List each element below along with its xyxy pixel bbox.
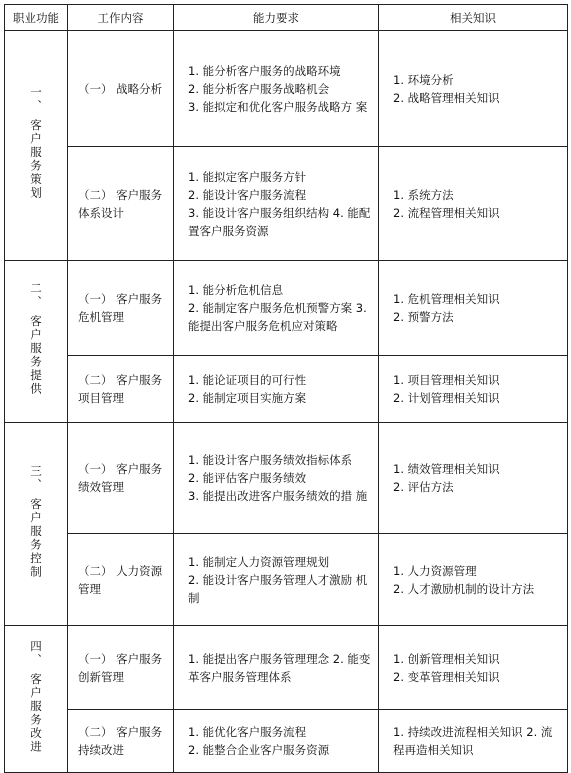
knowledge-item: 2. 评估方法 — [393, 480, 454, 494]
ability-item: 3. 能提出改进客户服务绩效的措 施 — [188, 489, 368, 503]
knowledge-item: 1. 环境分析 — [393, 72, 454, 87]
ability-cell — [174, 31, 379, 147]
knowledge-item: 2. 人才激励机制的设计方法 — [393, 581, 535, 596]
work-content-cell: （二） 客户服务 持续改进 — [68, 710, 174, 773]
ability-item: 3. 能设计客户服务组织结构 4. 能配置客户服务资源 — [188, 205, 371, 238]
table-row — [5, 423, 568, 534]
function-cell — [5, 626, 68, 773]
ability-item: 2. 能制定项目实施方案 — [188, 391, 307, 405]
ability-item: 2. 能制定客户服务危机预警方案 3. 能提出客户服务危机应对策略 — [188, 301, 367, 333]
table-row — [5, 147, 568, 261]
ability-item: 1. 能提出客户服务管理理念 2. 能变革客户服务管理体系 — [188, 651, 371, 684]
knowledge-cell — [379, 356, 568, 423]
ability-cell — [174, 147, 379, 261]
knowledge-item: 1. 系统方法 — [393, 187, 454, 202]
knowledge-item: 2. 战略管理相关知识 — [393, 90, 500, 105]
function-cell — [5, 31, 68, 261]
ability-item: 1. 能优化客户服务流程 — [188, 725, 307, 739]
knowledge-item: 2. 计划管理相关知识 — [393, 391, 500, 405]
table-header-row — [5, 5, 568, 31]
ability-cell — [174, 626, 379, 710]
table-row — [5, 356, 568, 423]
table-row — [5, 710, 568, 773]
ability-item: 1. 能制定人力资源管理规划 — [188, 554, 330, 569]
work-content-cell: （二） 人力资源 管理 — [68, 534, 174, 626]
ability-item: 1. 能论证项目的可行性 — [188, 373, 307, 387]
ability-item: 1. 能分析危机信息 — [188, 283, 284, 297]
knowledge-cell — [379, 147, 568, 261]
knowledge-cell — [379, 31, 568, 147]
knowledge-item: 1. 危机管理相关知识 — [393, 292, 500, 306]
ability-item: 1. 能设计客户服务绩效指标体系 — [188, 453, 353, 467]
ability-cell — [174, 261, 379, 356]
knowledge-item: 1. 创新管理相关知识 — [393, 651, 500, 666]
knowledge-cell — [379, 710, 568, 773]
header-ability: 能力要求 — [174, 5, 379, 31]
work-content-cell: （一） 客户服务 创新管理 — [68, 626, 174, 710]
knowledge-item: 2. 流程管理相关知识 — [393, 205, 500, 220]
knowledge-item: 1. 项目管理相关知识 — [393, 373, 500, 387]
ability-item: 2. 能评估客户服务绩效 — [188, 471, 307, 485]
function-cell — [5, 261, 68, 423]
function-label: 二、 客户服务提供 — [29, 282, 43, 396]
header-work-content: 工作内容 — [68, 5, 174, 31]
knowledge-item: 2. 预警方法 — [393, 310, 454, 324]
function-label: 四、 客户服务改进 — [29, 639, 43, 754]
knowledge-item: 1. 持续改进流程相关知识 2. 流程再造相关知识 — [393, 725, 553, 757]
function-label: 三、 客户服务控制 — [29, 464, 43, 579]
function-label: 一、 客户服务策划 — [29, 86, 43, 200]
competency-table — [4, 4, 568, 773]
header-knowledge: 相关知识 — [379, 5, 568, 31]
work-content-cell: （二） 客户服务 体系设计 — [68, 147, 174, 261]
knowledge-cell — [379, 261, 568, 356]
function-cell — [5, 423, 68, 626]
work-content-cell: （二） 客户服务 项目管理 — [68, 356, 174, 423]
ability-cell — [174, 423, 379, 534]
knowledge-cell — [379, 626, 568, 710]
table-row — [5, 626, 568, 710]
ability-item: 3. 能拟定和优化客户服务战略方 案 — [188, 99, 368, 114]
table-row — [5, 261, 568, 356]
header-function: 职业功能 — [5, 5, 68, 31]
ability-cell — [174, 534, 379, 626]
ability-cell — [174, 710, 379, 773]
ability-item: 1. 能分析客户服务的战略环境 — [188, 63, 341, 78]
table-row — [5, 31, 568, 147]
ability-item: 2. 能整合企业客户服务资源 — [188, 743, 330, 757]
knowledge-item: 2. 变革管理相关知识 — [393, 669, 500, 684]
ability-item: 2. 能分析客户服务战略机会 — [188, 81, 330, 96]
work-content-cell: （一） 战略分析 — [68, 31, 174, 147]
knowledge-cell — [379, 534, 568, 626]
ability-item: 2. 能设计客户服务管理人才激励 机制 — [188, 572, 368, 605]
knowledge-item: 1. 人力资源管理 — [393, 563, 477, 578]
work-content-cell: （一） 客户服务 危机管理 — [68, 261, 174, 356]
knowledge-item: 1. 绩效管理相关知识 — [393, 462, 500, 476]
ability-item: 2. 能设计客户服务流程 — [188, 187, 307, 202]
table-row — [5, 534, 568, 626]
work-content-cell: （一） 客户服务 绩效管理 — [68, 423, 174, 534]
knowledge-cell — [379, 423, 568, 534]
ability-item: 1. 能拟定客户服务方针 — [188, 169, 307, 184]
ability-cell — [174, 356, 379, 423]
